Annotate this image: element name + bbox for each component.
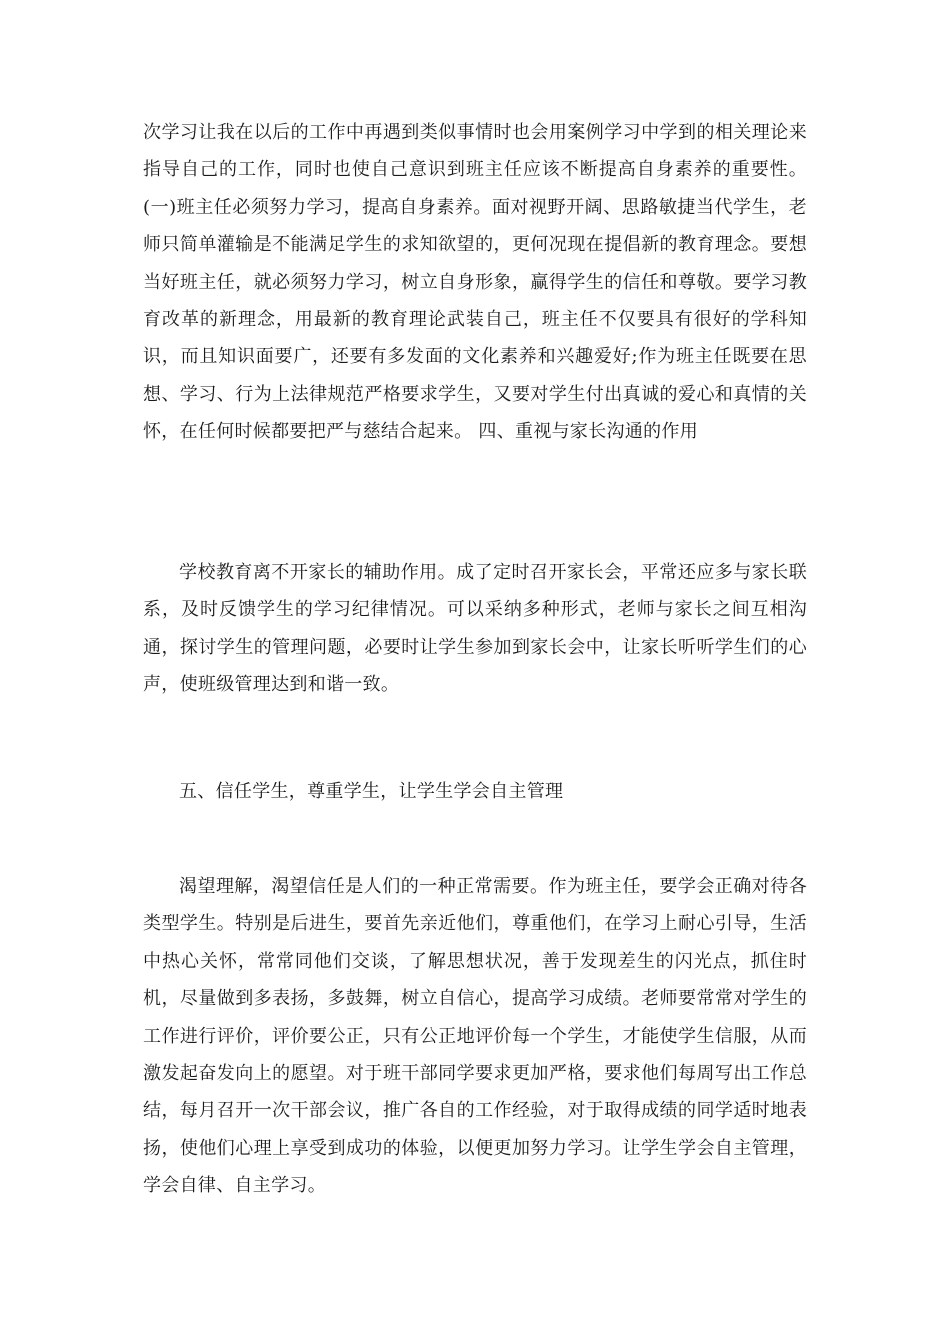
section-five-heading: 五、信任学生，尊重学生，让学生学会自主管理 (179, 781, 564, 802)
paragraph-trust-students: 渴望理解，渴望信任是人们的一种正常需要。作为班主任，要学会正确对待各类型学生。特别是后进生，要首先亲近他们，尊重他们，在学习上耐心引导，生活中热心关怀，常常同他们交谈，了解思想状况，善于发现差生的闪光点，抓住时机，尽量做到多表扬，多鼓舞，树立自信心，提高学习成绩。老师要常常对学生的工作进行评价，评价要公正，只有公正地评价每一个学生，才能使学生信服，从而激发起奋发向上的愿望。对于班干部同学要求更加严格，要求他们每周写出工作总结，每月召开一次干部会议，推广各自的工作经验，对于取得成绩的同学适时地表扬，使他们心理上享受到成功的体验，以便更加努力学习。让学生学会自主管理，学会自律、自主学习。 (143, 876, 807, 1197)
paragraph-continuation-and-section-four: 次学习让我在以后的工作中再遇到类似事情时也会用案例学习中学到的相关理论来指导自己的工作，同时也使自己意识到班主任应该不断提高自身素养的重要性。(一)班主任必须努力学习，提高自身素养。面对视野开阔、思路敏捷当代学生，老师只简单灌输是不能满足学生的求知欲望的，更何况现在提倡新的教育理念。要想当好班主任，就必须努力学习，树立自身形象，赢得学生的信任和尊敬。要学习教育改革的新理念，用最新的教育理论武装自己，班主任不仅要具有很好的学科知识，而且知识面要广，还要有多发面的文化素养和兴趣爱好;作为班主任既要在思想、学习、行为上法律规范严格要求学生，又要对学生付出真诚的爱心和真情的关怀，在任何时候都要把严与慈结合起来。 四、重视与家长沟通的作用 (143, 122, 807, 443)
paragraph-parent-communication: 学校教育离不开家长的辅助作用。成了定时召开家长会，平常还应多与家长联系，及时反馈学生的学习纪律情况。可以采纳多种形式，老师与家长之间互相沟通，探讨学生的管理问题，必要时让学生参加到家长会中，让家长听听学生们的心声，使班级管理达到和谐一致。 (143, 562, 807, 696)
